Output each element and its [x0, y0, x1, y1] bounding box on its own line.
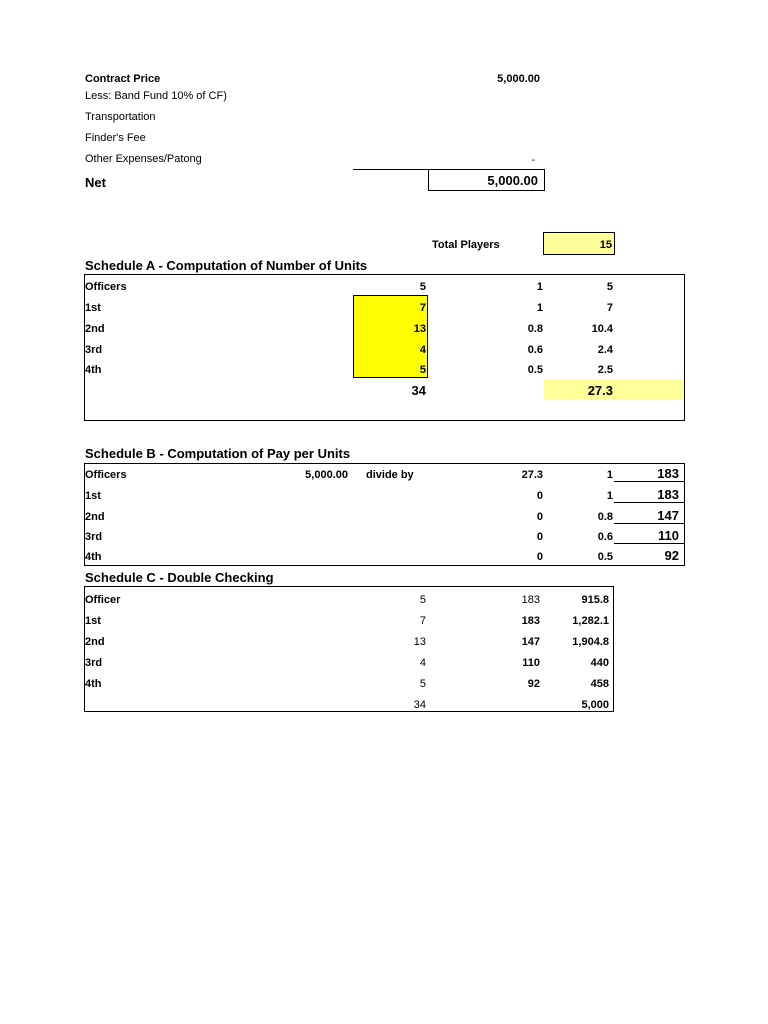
- row-label: 4th: [85, 364, 102, 376]
- net-value: 5,000.00: [487, 173, 538, 188]
- pay-cell: 183: [521, 615, 540, 627]
- pay-cell: 183: [657, 487, 679, 502]
- other-expenses-label: Other Expenses/Patong: [85, 153, 202, 165]
- row-label: 3rd: [85, 657, 103, 669]
- transportation-label: Transportation: [85, 111, 156, 123]
- factor-cell: 0.5: [527, 364, 543, 376]
- total-cell: 1,282.1: [572, 615, 609, 627]
- factor-cell: 0.5: [597, 551, 613, 563]
- divisor-cell: 0: [536, 511, 543, 523]
- pay-cell: 92: [664, 548, 679, 563]
- contract-price-value: 5,000.00: [497, 73, 540, 85]
- count-cell: 5: [419, 678, 426, 690]
- finders-fee-label: Finder's Fee: [85, 132, 146, 144]
- divisor-cell: 27.3: [521, 469, 543, 481]
- factor-cell: 1: [606, 490, 613, 502]
- row-label: Officers: [85, 281, 127, 293]
- units-cell: 7: [606, 302, 613, 314]
- pay-cell: 183: [521, 594, 540, 606]
- pay-cell: 110: [522, 657, 540, 669]
- row-label: 1st: [85, 615, 101, 627]
- row-label: 1st: [85, 490, 101, 502]
- pay-cell: 110: [658, 528, 679, 543]
- total-players-label: Total Players: [432, 239, 500, 251]
- schedule-b-amount: 5,000.00: [305, 469, 348, 481]
- row-label: 2nd: [85, 636, 105, 648]
- schedule-b-title: Schedule B - Computation of Pay per Units: [85, 446, 351, 461]
- count-cell[interactable]: 5: [419, 364, 426, 376]
- pay-underline: [614, 481, 684, 482]
- schedule-a-total-units: 27.3: [587, 383, 613, 398]
- divisor-cell: 0: [536, 490, 543, 502]
- schedule-a-total-count: 34: [411, 383, 426, 398]
- row-label: Officers: [85, 469, 127, 481]
- row-label: 3rd: [85, 344, 103, 356]
- factor-cell: 1: [606, 469, 613, 481]
- pay-underline: [614, 502, 684, 503]
- count-cell[interactable]: 4: [419, 344, 426, 356]
- band-fund-label: Less: Band Fund 10% of CF): [85, 90, 227, 102]
- pay-cell: 183: [657, 466, 679, 481]
- factor-cell: 0.6: [597, 531, 613, 543]
- schedule-c-total-amount: 5,000: [581, 699, 609, 711]
- factor-cell: 0.6: [527, 344, 543, 356]
- row-label: 4th: [85, 551, 102, 563]
- other-expenses-value: -: [531, 154, 535, 166]
- net-label: Net: [85, 175, 106, 190]
- total-players-value: 15: [599, 239, 612, 251]
- total-cell: 915.8: [581, 594, 609, 606]
- pay-cell: 147: [657, 508, 679, 523]
- divide-by-label: divide by: [366, 469, 414, 481]
- count-cell: 13: [413, 636, 426, 648]
- pay-cell: 92: [527, 678, 540, 690]
- factor-cell: 1: [536, 281, 543, 293]
- pay-underline: [614, 523, 684, 524]
- divisor-cell: 0: [536, 551, 543, 563]
- contract-price-label: Contract Price: [85, 73, 161, 85]
- units-cell: 5: [606, 281, 613, 293]
- pay-underline: [614, 543, 684, 544]
- total-cell: 1,904.8: [572, 636, 609, 648]
- count-cell: 4: [419, 657, 426, 669]
- total-cell: 440: [590, 657, 609, 669]
- factor-cell: 0.8: [527, 323, 543, 335]
- factor-cell: 1: [536, 302, 543, 314]
- row-label: 3rd: [85, 531, 103, 543]
- units-cell: 10.4: [591, 323, 613, 335]
- count-cell: 5: [419, 281, 426, 293]
- total-cell: 458: [590, 678, 609, 690]
- count-cell: 7: [419, 615, 426, 627]
- row-label: 4th: [85, 678, 102, 690]
- row-label: 2nd: [85, 323, 105, 335]
- count-cell: 5: [419, 594, 426, 606]
- schedule-c-title: Schedule C - Double Checking: [85, 570, 274, 585]
- count-cell[interactable]: 7: [419, 302, 426, 314]
- factor-cell: 0.8: [597, 511, 613, 523]
- divisor-cell: 0: [536, 531, 543, 543]
- row-label: 1st: [85, 302, 101, 314]
- schedule-c-total-count: 34: [413, 699, 426, 711]
- units-cell: 2.5: [597, 364, 613, 376]
- row-label: 2nd: [85, 511, 105, 523]
- schedule-a-title: Schedule A - Computation of Number of Units: [85, 258, 368, 273]
- row-label: Officer: [85, 594, 121, 606]
- pay-cell: 147: [521, 636, 540, 648]
- count-cell[interactable]: 13: [413, 323, 426, 335]
- units-cell: 2.4: [597, 344, 613, 356]
